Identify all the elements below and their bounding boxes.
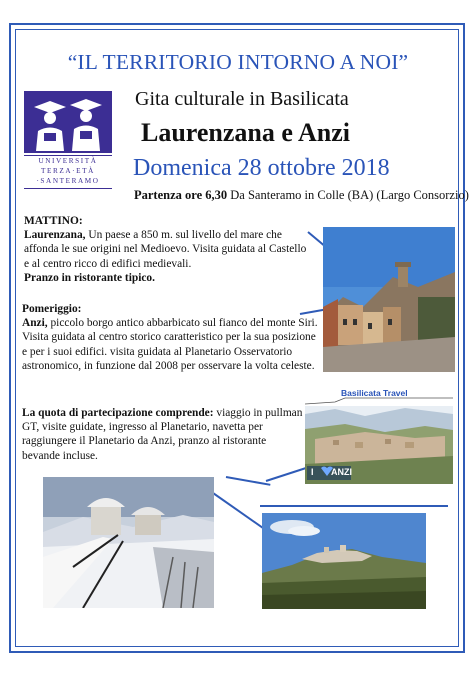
quota-text: viaggio in pullman GT, visite guidate, ingresso al Planetario, navetta per raggiungere il Planetario da Anzi, pranzo al ristorante bevande incluse. bbox=[22, 407, 303, 462]
quota-heading: La quota di partecipazione comprende: bbox=[22, 407, 214, 419]
afternoon-text: piccolo borgo antico abbarbicato sul fianco del monte Siri. Visita guidata al centro storico caratteristico per la sua posizione e per i suoi edifici. visita guidata al Planetario Osservatorio astronomico, in funzione dal 2008 per osservare la volta celeste. bbox=[22, 317, 318, 372]
departure-info bbox=[134, 188, 469, 203]
logo-rule bbox=[24, 188, 112, 189]
departure-place: Da Santeramo in Colle (BA) (Largo Consorzio) bbox=[227, 188, 469, 202]
page-title: Laurenzana e Anzi bbox=[141, 118, 350, 147]
anzi-panorama-photo bbox=[305, 384, 453, 484]
logo-rule bbox=[24, 155, 112, 156]
quota-section bbox=[22, 406, 306, 463]
connector-line bbox=[260, 505, 448, 507]
morning-description bbox=[24, 228, 309, 271]
morning-section bbox=[24, 214, 309, 285]
laurenzana-photo bbox=[323, 227, 455, 372]
logo-text-line3: ·SANTERAMO bbox=[36, 177, 100, 185]
afternoon-description bbox=[22, 316, 320, 373]
subtitle: Gita culturale in Basilicata bbox=[135, 88, 349, 110]
university-logo bbox=[24, 91, 112, 191]
anzi-caption-prefix: I bbox=[311, 467, 314, 477]
morning-place: Laurenzana, bbox=[24, 229, 86, 242]
morning-heading: MATTINO: bbox=[24, 215, 83, 227]
departure-time: Partenza ore 6,30 bbox=[134, 188, 228, 202]
headline: “IL TERRITORIO INTORNO A NOI” bbox=[67, 50, 409, 74]
event-date: Domenica 28 ottobre 2018 bbox=[133, 155, 390, 181]
basilicata-travel-caption: Basilicata Travel bbox=[341, 388, 408, 398]
morning-lunch: Pranzo in ristorante tipico. bbox=[24, 271, 155, 284]
afternoon-place: Anzi, bbox=[22, 317, 48, 330]
planetarium-photo bbox=[43, 477, 214, 608]
logo-text-line2: TERZA·ETÀ bbox=[41, 167, 95, 175]
morning-text: Un paese a 850 m. sul livello del mare che affonda le sue origini nel Medioevo. Visita guidata al Castello e al centro ricco di edifici medievali. bbox=[24, 229, 307, 270]
afternoon-heading: Pomeriggio: bbox=[22, 303, 82, 315]
anzi-caption: ANZI bbox=[331, 467, 352, 477]
afternoon-section bbox=[22, 302, 320, 373]
anzi-hill-photo bbox=[262, 513, 426, 609]
logo-text-line1: UNIVERSITÀ bbox=[38, 157, 98, 165]
graduates-emblem bbox=[24, 91, 112, 153]
